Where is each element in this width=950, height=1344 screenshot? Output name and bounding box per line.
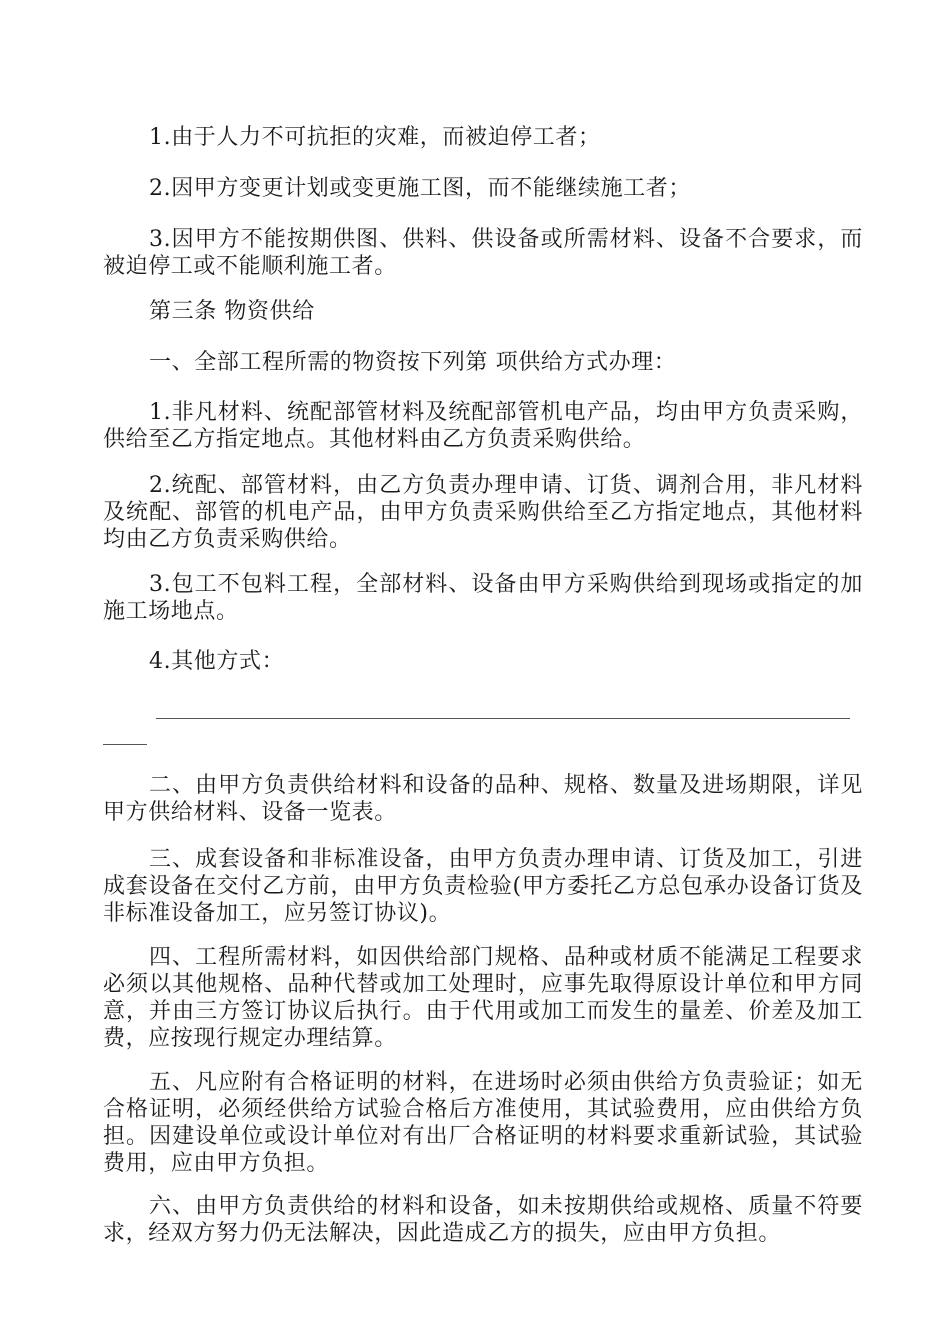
fill-in-line-continuation — [103, 744, 147, 745]
clause-six: 六、由甲方负责供给的材料和设备，如未按期供给或规格、质量不符要求，经双方努力仍无法解决，因此造成乙方的损失，应由甲方负担。 — [103, 1194, 863, 1246]
clause-four: 四、工程所需材料，如因供给部门规格、品种或材质不能满足工程要求必须以其他规格、品种代替或加工处理时，应事先取得原设计单位和甲方同意，并由三方签订协议后执行。由于代用或加工而发生的量差、价差及加工费，应按现行规定办理结算。 — [103, 945, 863, 1051]
supply-method-1: 1.非凡材料、统配部管材料及统配部管机电产品，均由甲方负责采购，供给至乙方指定地点。其他材料由乙方负责采购供给。 — [103, 400, 863, 452]
fill-in-line — [156, 718, 850, 719]
clause-item-2: 2.因甲方变更计划或变更施工图，而不能继续施工者； — [149, 176, 691, 201]
clause-two: 二、由甲方负责供给材料和设备的品种、规格、数量及进场期限，详见甲方供给材料、设备一览表。 — [103, 773, 863, 825]
supply-method-3: 3.包工不包料工程，全部材料、设备由甲方采购供给到现场或指定的加施工场地点。 — [103, 572, 863, 624]
clause-item-1: 1.由于人力不可抗拒的灾难，而被迫停工者； — [149, 125, 601, 150]
clause-five: 五、凡应附有合格证明的材料，在进场时必须由供给方负责验证；如无合格证明，必须经供给方试验合格后方准使用，其试验费用，应由供给方负担。因建设单位或设计单位对有出厂合格证明的材料要求重新试验，其试验费用，应由甲方负担。 — [103, 1070, 863, 1176]
supply-method-2: 2.统配、部管材料，由乙方负责办理申请、订货、调剂合用，非凡材料及统配、部管的机电产品，由甲方负责采购供给至乙方指定地点，其他材料均由乙方负责采购供给。 — [103, 473, 863, 552]
clause-three: 三、成套设备和非标准设备，由甲方负责办理申请、订货及加工，引进成套设备在交付乙方前，由甲方负责检验(甲方委托乙方总包承办设备订货及非标准设备加工，应另签订协议)。 — [103, 847, 863, 926]
supply-intro: 一、全部工程所需的物资按下列第 项供给方式办理： — [149, 350, 677, 375]
supply-method-4: 4.其他方式： — [149, 649, 285, 674]
section-heading: 第三条 物资供给 — [149, 299, 315, 324]
clause-item-3: 3.因甲方不能按期供图、供料、供设备或所需材料、设备不合要求，而被迫停工或不能顺利施工者。 — [103, 227, 863, 279]
